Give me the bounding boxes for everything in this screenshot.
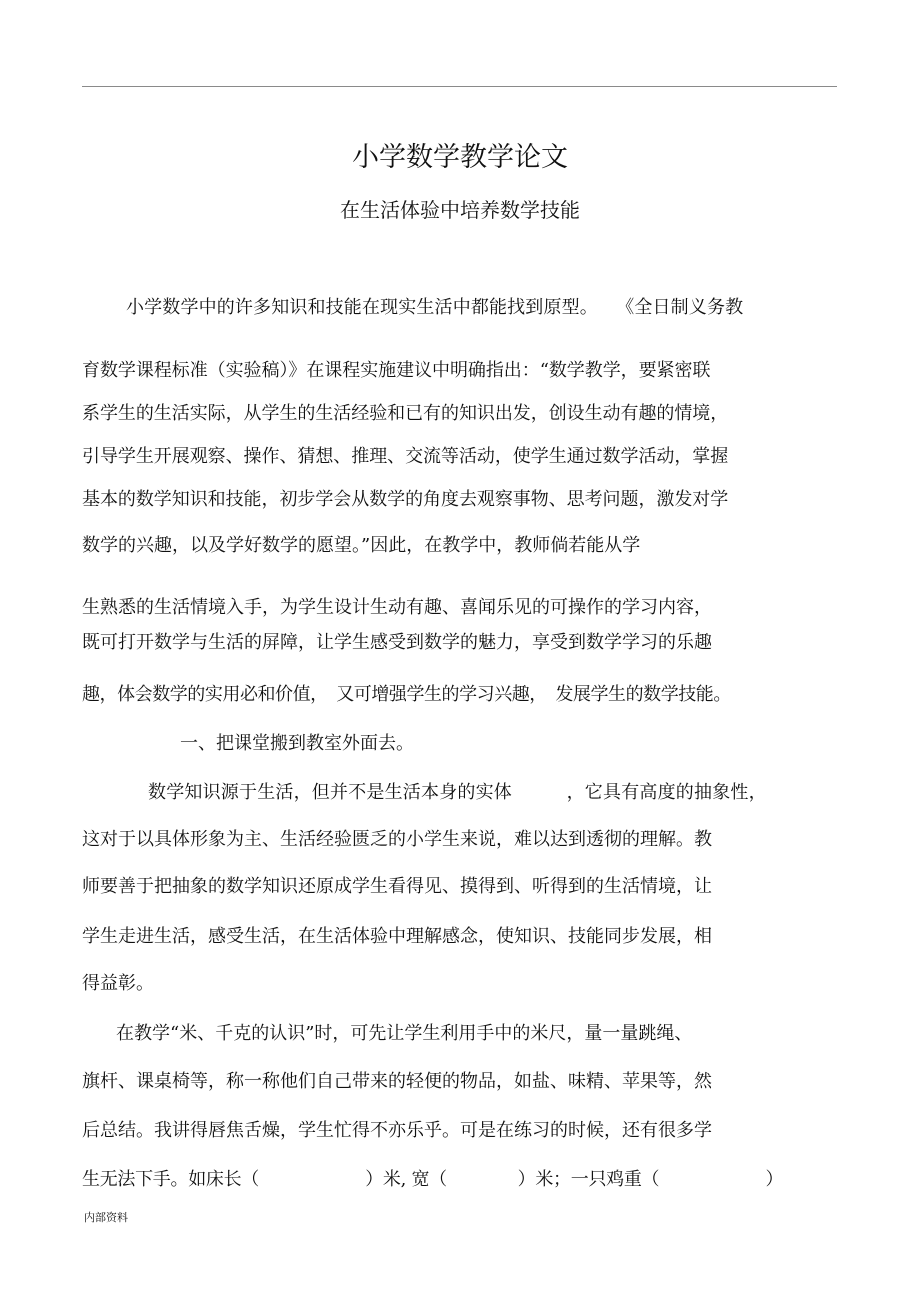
section-heading: 一、把课堂搬到教室外面去。 [180,733,414,754]
paragraph-line: 育数学课程标准（实验稿）》在课程实施建议中明确指出：“数学教学，要紧密联 [82,360,711,381]
paragraph-line: 后总结。我讲得唇焦舌燥，学生忙得不亦乐乎。可是在练习的时候，还有很多学 [82,1120,712,1141]
paragraph-line: 旗杆、课桌椅等，称一称他们自己带来的轻便的物品，如盐、味精、苹果等，然 [82,1071,712,1092]
paragraph-line: 数学的兴趣，以及学好数学的愿望。”因此，在教学中，教师倘若能从学 [82,535,641,556]
paragraph-line: 趣，体会数学的实用必和价值， 又可增强学生的学习兴趣， 发展学生的数学技能。 [82,684,731,705]
paragraph-line: 得益彰。 [82,973,154,994]
paragraph-line: 数学知识源于生活，但并不是生活本身的实体 ，它具有高度的抽象性， [148,782,767,803]
paragraph-line: 生熟悉的生活情境入手，为学生设计生动有趣、喜闻乐见的可操作的学习内容， [82,597,712,618]
paragraph-line: 小学数学中的许多知识和技能在现实生活中都能找到原型。 《全日制义务教 [126,297,744,318]
header-rule [82,86,837,87]
paragraph-line: 系学生的生活实际，从学生的生活经验和已有的知识出发，创设生动有趣的情境， [82,403,729,424]
page-footer: 内部资料 [84,1211,128,1224]
paragraph-line: 师要善于把抽象的数学知识还原成学生看得见、摸得到、听得到的生活情境，让 [82,876,712,897]
document-title: 小学数学教学论文 [352,142,568,173]
paragraph-line: 在教学“米、千克的认识”时，可先让学生利用手中的米尺，量一量跳绳、 [116,1023,693,1044]
paragraph-line: 生无法下手。如床长（ ）米, 宽（ ）米；一只鸡重（ ） [82,1169,784,1190]
document-subtitle: 在生活体验中培养数学技能 [340,198,580,222]
paragraph-line: 引导学生开展观察、操作、猜想、推理、交流等活动，使学生通过数学活动，掌握 [82,446,729,467]
paragraph-line: 学生走进生活，感受生活，在生活体验中理解感念，使知识、技能同步发展，相 [82,926,712,947]
paragraph-line: 既可打开数学与生活的屏障，让学生感受到数学的魅力，享受到数学学习的乐趣 [82,632,712,653]
paragraph-line: 基本的数学知识和技能，初步学会从数学的角度去观察事物、思考问题，激发对学 [82,489,729,510]
paragraph-line: 这对于以具体形象为主、生活经验匮乏的小学生来说，难以达到透彻的理解。教 [82,829,712,850]
